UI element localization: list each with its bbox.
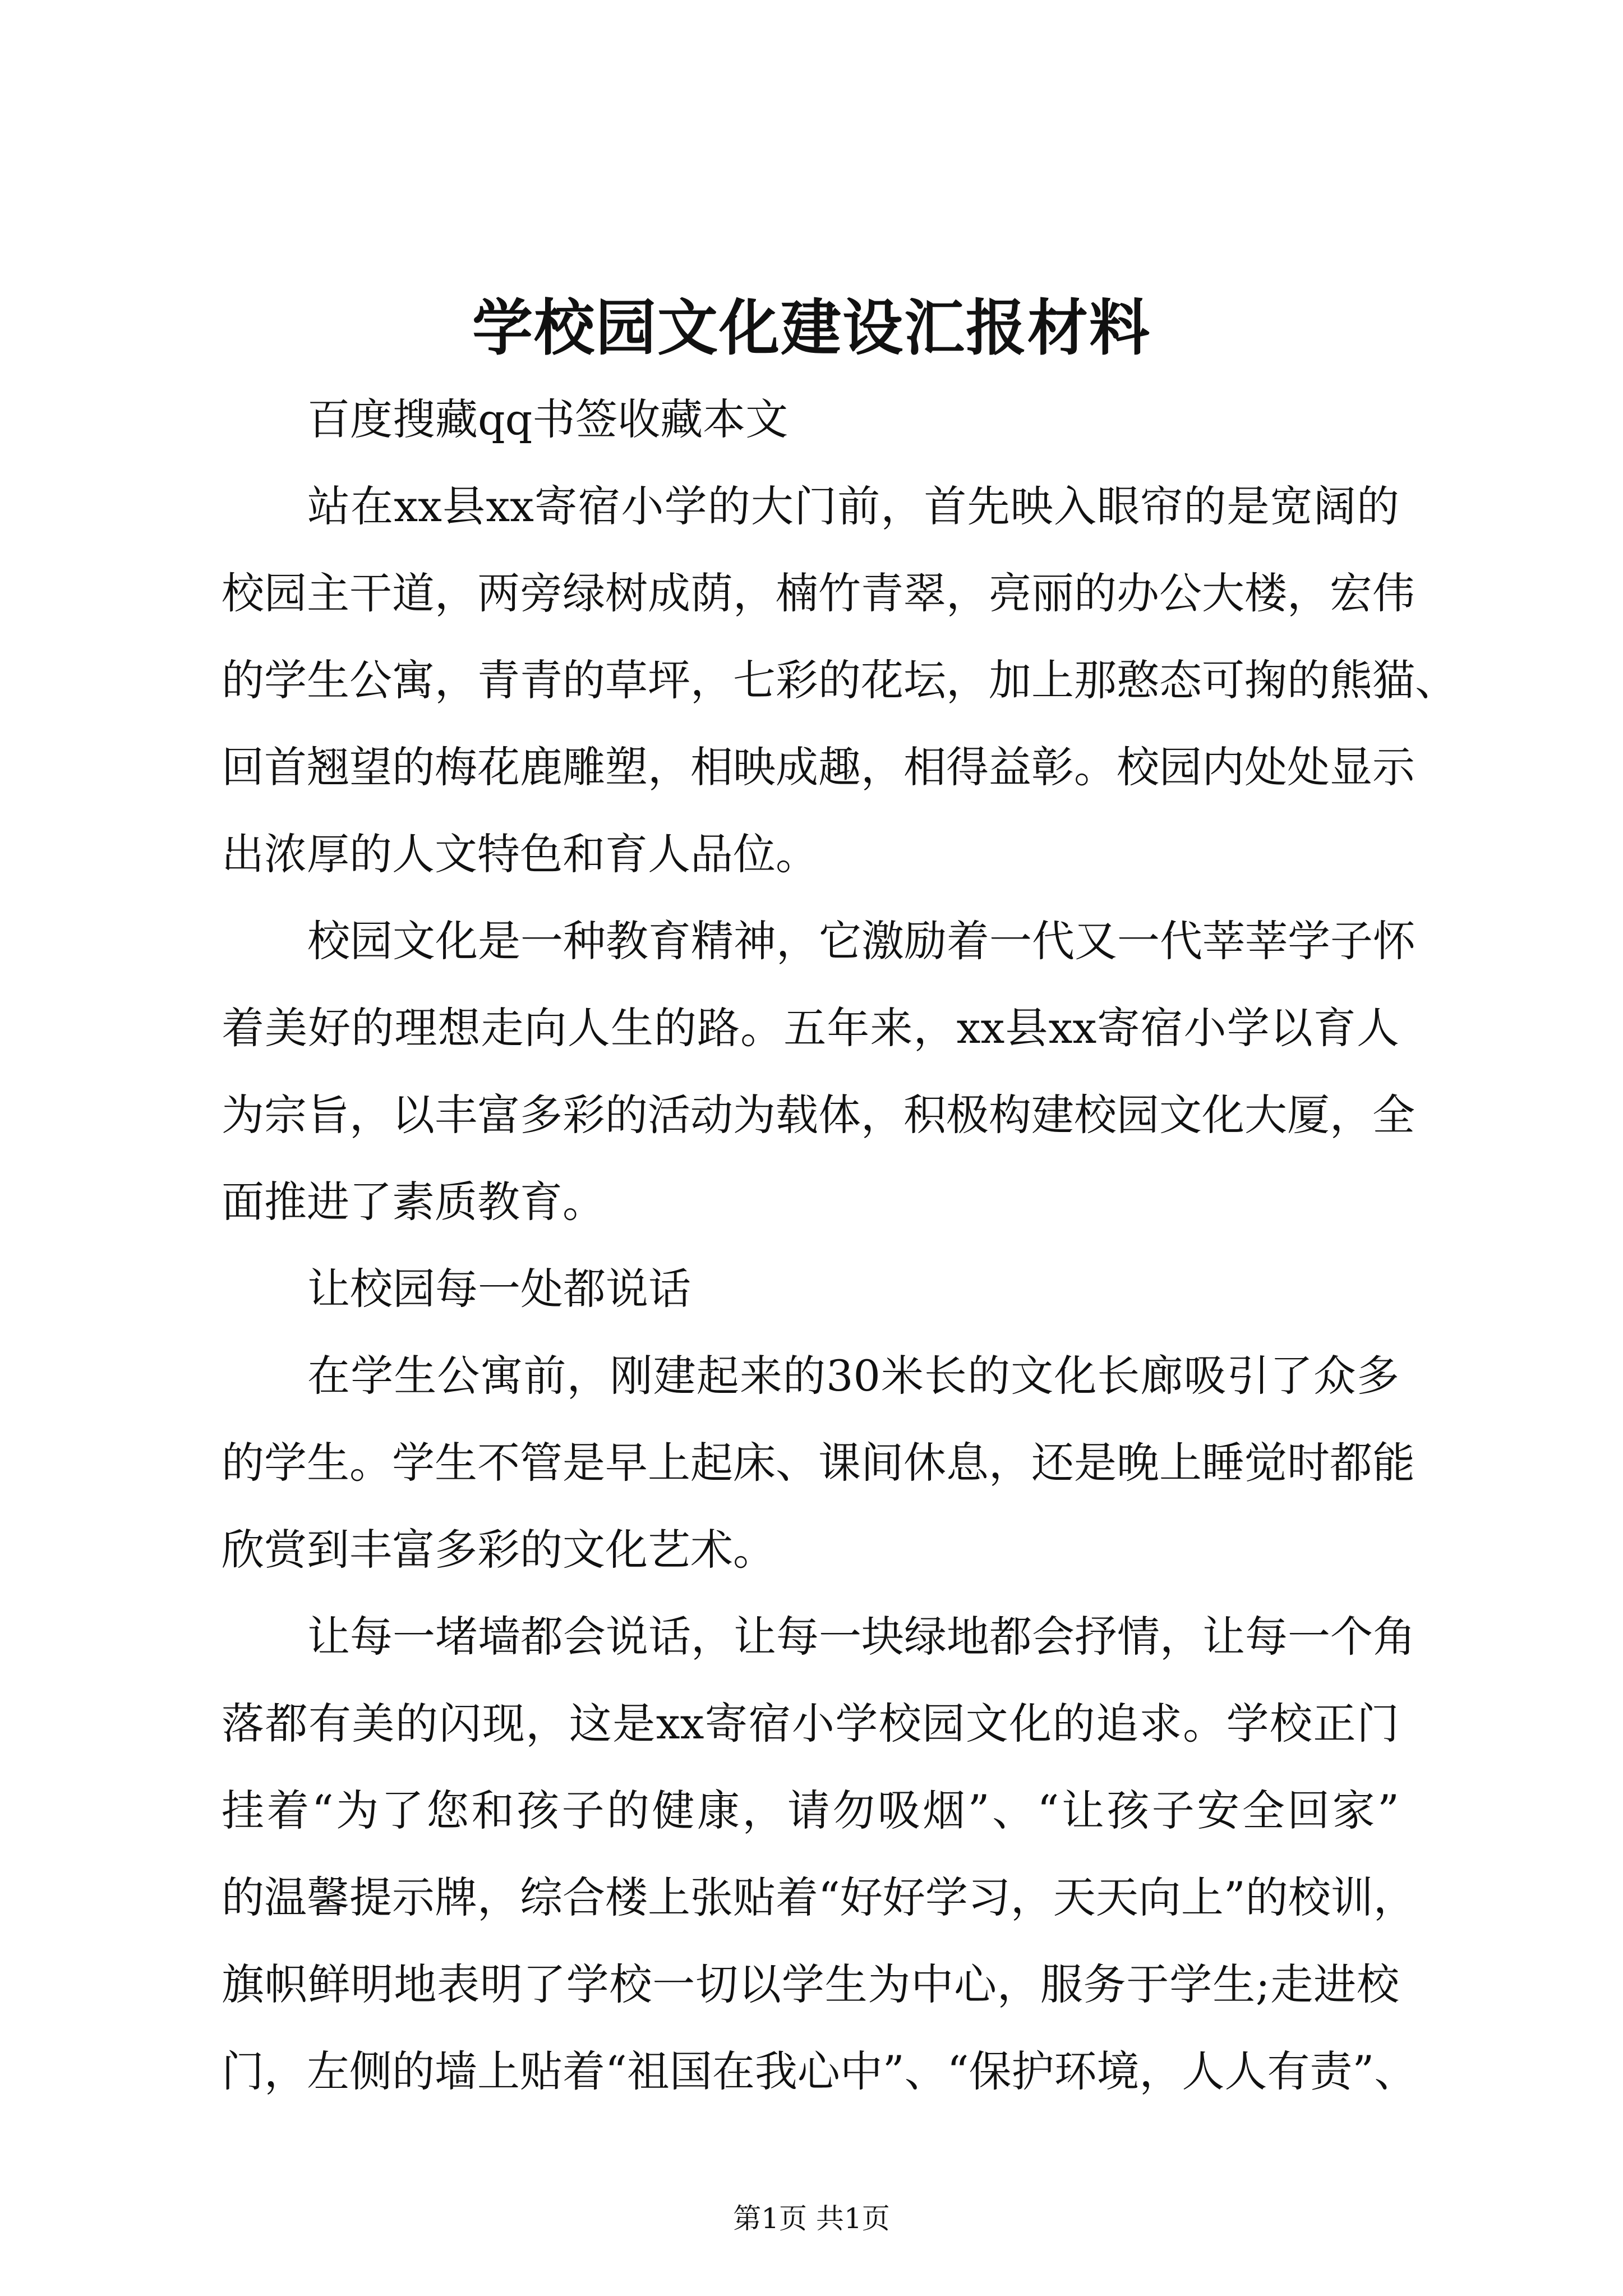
text-line: 面推进了素质教育。 <box>222 1177 605 1227</box>
text-line: 门，左侧的墙上贴着“祖国在我心中”、“保护环境，人人有责”、 <box>222 2046 1417 2096</box>
text-line: 为宗旨，以丰富多彩的活动为载体，积极构建校园文化大厦，全 <box>222 1090 1415 1140</box>
text-line: 的学生公寓，青青的草坪，七彩的花坛，加上那憨态可掬的熊猫、 <box>222 655 1458 705</box>
text-line: 挂着“为了您和孩子的健康，请勿吸烟”、“让孩子安全回家” <box>222 1786 1399 1835</box>
text-line: 的温馨提示牌，综合楼上张贴着“好好学习，天天向上”的校训， <box>222 1872 1416 1922</box>
text-line: 让校园每一处都说话 <box>307 1264 691 1314</box>
text-line: 校园文化是一种教育精神，它激励着一代又一代莘莘学子怀 <box>307 916 1415 966</box>
text-line: 的学生。学生不管是早上起床、课间休息，还是晚上睡觉时都能 <box>222 1438 1415 1488</box>
document-title: 学校园文化建设汇报材料 <box>472 293 1151 364</box>
page-footer: 第1页 共1页 <box>733 2202 890 2235</box>
text-line: 站在xx县xx寄宿小学的大门前，首先映入眼帘的是宽阔的 <box>307 481 1399 531</box>
document-body <box>222 376 1458 2115</box>
text-line: 落都有美的闪现，这是xx寄宿小学校园文化的追求。学校正门 <box>222 1699 1399 1749</box>
text-line: 让每一堵墙都会说话，让每一块绿地都会抒情，让每一个角 <box>307 1612 1415 1662</box>
text-line: 出浓厚的人文特色和育人品位。 <box>222 829 818 879</box>
text-line: 着美好的理想走向人生的路。五年来，xx县xx寄宿小学以育人 <box>222 1003 1399 1053</box>
text-line: 旗帜鲜明地表明了学校一切以学生为中心，服务于学生;走进校 <box>222 1959 1399 2009</box>
text-line: 校园主干道，两旁绿树成荫，楠竹青翠，亮丽的办公大楼，宏伟 <box>222 568 1415 618</box>
text-line: 在学生公寓前，刚建起来的30米长的文化长廊吸引了众多 <box>307 1351 1399 1401</box>
text-line: 欣赏到丰富多彩的文化艺术。 <box>222 1525 776 1575</box>
text-line: 回首翘望的梅花鹿雕塑，相映成趣，相得益彰。校园内处处显示 <box>222 742 1415 792</box>
text-line: 百度搜藏qq书签收藏本文 <box>307 394 789 444</box>
